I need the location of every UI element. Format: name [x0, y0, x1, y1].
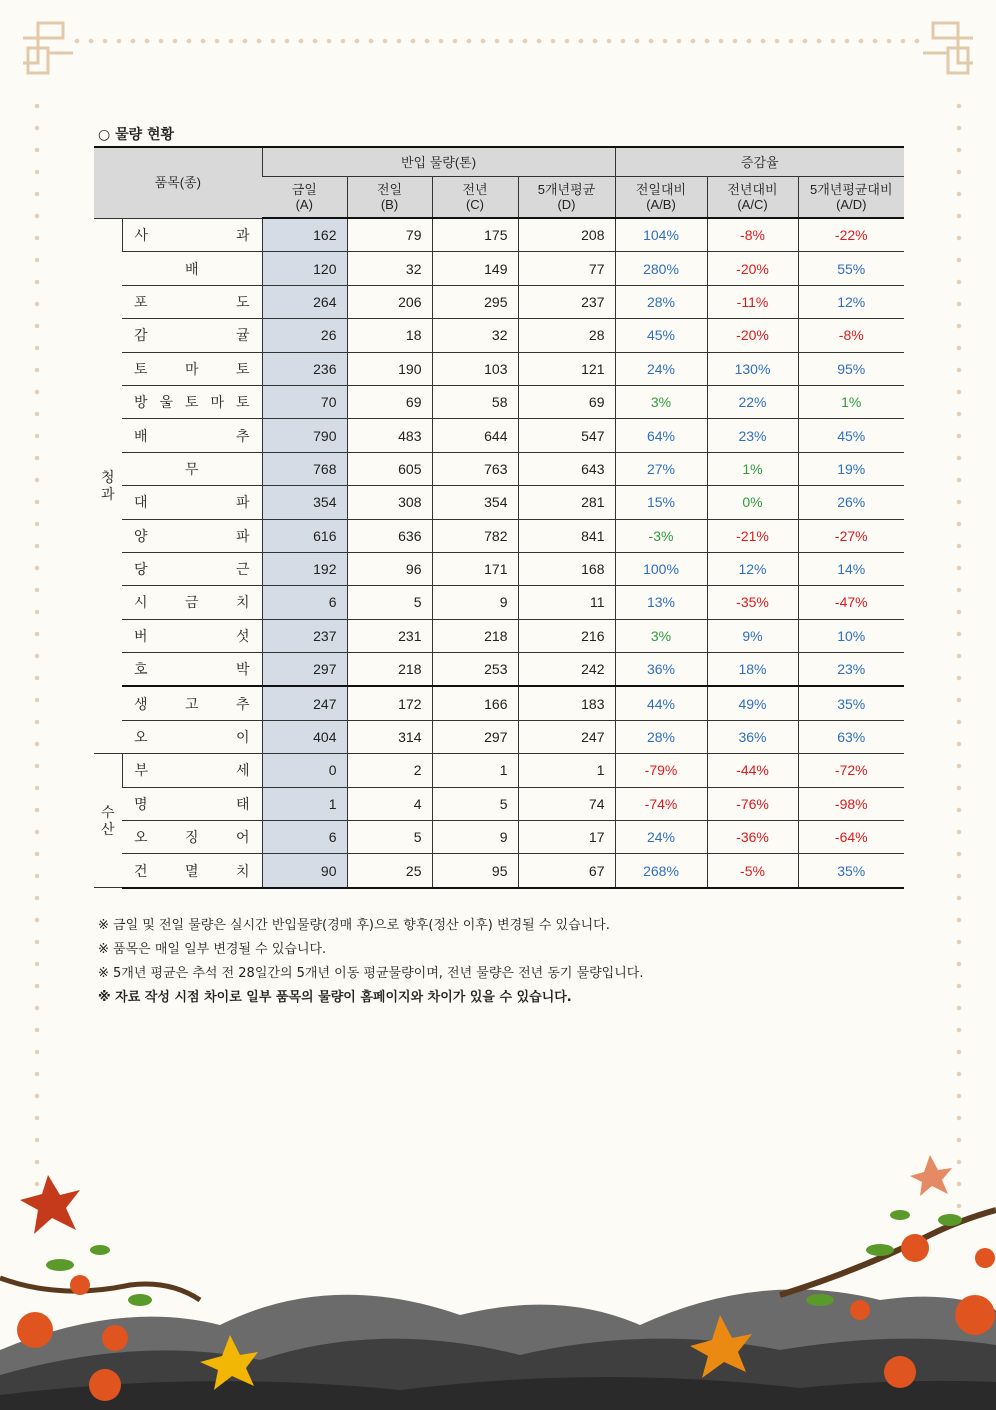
rate-vs-prev-year: -35%	[707, 586, 798, 619]
rate-vs-prev-day: 280%	[615, 252, 707, 285]
prev-day-volume: 32	[347, 252, 432, 285]
five-year-avg-volume: 643	[518, 452, 615, 485]
five-year-avg-volume: 216	[518, 619, 615, 652]
table-row	[94, 619, 904, 652]
rate-vs-prev-year: 18%	[707, 653, 798, 687]
header-item: 품목(종)	[94, 147, 262, 218]
rate-vs-prev-year: 22%	[707, 385, 798, 418]
rate-vs-prev-year: -11%	[707, 285, 798, 318]
column-header	[798, 177, 904, 219]
today-volume: 768	[262, 452, 347, 485]
rate-vs-prev-day: 64%	[615, 419, 707, 452]
rate-vs-five-year-avg: 35%	[798, 854, 904, 888]
prev-year-volume: 354	[432, 486, 518, 519]
table-row	[94, 854, 904, 888]
rate-vs-prev-year: 36%	[707, 720, 798, 753]
item-name: 배 추	[122, 419, 262, 452]
prev-day-volume: 172	[347, 686, 432, 720]
five-year-avg-volume: 69	[518, 385, 615, 418]
column-header-label: 전년대비	[727, 182, 778, 197]
rate-vs-prev-day: 268%	[615, 854, 707, 888]
rate-vs-five-year-avg: 14%	[798, 552, 904, 585]
prev-day-volume: 69	[347, 385, 432, 418]
today-volume: 162	[262, 218, 347, 252]
column-header-label: 전년	[462, 182, 488, 197]
prev-day-volume: 5	[347, 586, 432, 619]
rate-vs-prev-day: 28%	[615, 285, 707, 318]
item-name: 배	[122, 252, 262, 285]
today-volume: 1	[262, 787, 347, 820]
prev-day-volume: 25	[347, 854, 432, 888]
five-year-avg-volume: 11	[518, 586, 615, 619]
note-1: ※ 금일 및 전일 물량은 실시간 반입물량(경매 후)으로 향후(정산 이후) 변경될 수 있습니다.	[98, 918, 610, 933]
prev-year-volume: 763	[432, 452, 518, 485]
rate-vs-five-year-avg: -8%	[798, 319, 904, 352]
section-title: ○ 물량 현황	[98, 127, 175, 143]
volume-table	[94, 146, 904, 889]
column-header-key: (A/B)	[646, 197, 676, 212]
prev-year-volume: 171	[432, 552, 518, 585]
table-row	[94, 452, 904, 485]
rate-vs-prev-day: 3%	[615, 385, 707, 418]
autumn-persimmon-illustration	[0, 1150, 996, 1410]
five-year-avg-volume: 74	[518, 787, 615, 820]
rate-vs-five-year-avg: 55%	[798, 252, 904, 285]
column-header-key: (C)	[465, 197, 485, 212]
rate-vs-five-year-avg: -47%	[798, 586, 904, 619]
item-name: 생 고 추	[122, 686, 262, 720]
table-row	[94, 385, 904, 418]
rate-vs-prev-day: 15%	[615, 486, 707, 519]
prev-year-volume: 644	[432, 419, 518, 452]
column-header	[518, 177, 615, 219]
five-year-avg-volume: 208	[518, 218, 615, 252]
item-name: 버 섯	[122, 619, 262, 652]
rate-vs-prev-year: -20%	[707, 319, 798, 352]
five-year-avg-volume: 242	[518, 653, 615, 687]
prev-day-volume: 96	[347, 552, 432, 585]
table-row	[94, 419, 904, 452]
notes	[98, 914, 644, 1010]
item-name: 방 울 토 마 토	[122, 385, 262, 418]
table-row	[94, 285, 904, 318]
header-rate-group: 증감율	[615, 147, 904, 177]
column-header-key: (A)	[295, 197, 313, 212]
five-year-avg-volume: 17	[518, 821, 615, 854]
item-name: 호 박	[122, 653, 262, 687]
prev-day-volume: 231	[347, 619, 432, 652]
prev-year-volume: 166	[432, 686, 518, 720]
prev-year-volume: 103	[432, 352, 518, 385]
five-year-avg-volume: 237	[518, 285, 615, 318]
column-header	[432, 177, 518, 219]
table-row	[94, 787, 904, 820]
prev-day-volume: 206	[347, 285, 432, 318]
today-volume: 236	[262, 352, 347, 385]
item-name: 사 과	[122, 218, 262, 252]
rate-vs-prev-day: -3%	[615, 519, 707, 552]
frame-dots-left	[34, 95, 40, 1225]
prev-day-volume: 483	[347, 419, 432, 452]
frame-corner-ornament-left	[18, 18, 78, 88]
rate-vs-prev-day: -74%	[615, 787, 707, 820]
table-row	[94, 754, 904, 787]
prev-year-volume: 9	[432, 586, 518, 619]
five-year-avg-volume: 281	[518, 486, 615, 519]
today-volume: 247	[262, 686, 347, 720]
item-name: 무	[122, 452, 262, 485]
rate-vs-prev-day: 24%	[615, 821, 707, 854]
rate-vs-five-year-avg: -72%	[798, 754, 904, 787]
five-year-avg-volume: 183	[518, 686, 615, 720]
column-header-label: 금일	[291, 182, 317, 197]
prev-year-volume: 218	[432, 619, 518, 652]
table-row	[94, 821, 904, 854]
rate-vs-prev-day: 27%	[615, 452, 707, 485]
today-volume: 70	[262, 385, 347, 418]
five-year-avg-volume: 1	[518, 754, 615, 787]
table-row	[94, 653, 904, 687]
item-name: 오 징 어	[122, 821, 262, 854]
rate-vs-prev-year: -44%	[707, 754, 798, 787]
item-name: 양 파	[122, 519, 262, 552]
today-volume: 616	[262, 519, 347, 552]
column-header	[347, 177, 432, 219]
table-row	[94, 552, 904, 585]
rate-vs-five-year-avg: -22%	[798, 218, 904, 252]
today-volume: 192	[262, 552, 347, 585]
prev-year-volume: 95	[432, 854, 518, 888]
rate-vs-five-year-avg: -64%	[798, 821, 904, 854]
five-year-avg-volume: 168	[518, 552, 615, 585]
group-label: 청 과	[94, 218, 122, 754]
rate-vs-prev-day: 100%	[615, 552, 707, 585]
rate-vs-prev-year: 9%	[707, 619, 798, 652]
rate-vs-five-year-avg: 19%	[798, 452, 904, 485]
group-label: 수 산	[94, 754, 122, 888]
table-row	[94, 352, 904, 385]
item-name: 시 금 치	[122, 586, 262, 619]
prev-day-volume: 636	[347, 519, 432, 552]
rate-vs-five-year-avg: -27%	[798, 519, 904, 552]
today-volume: 354	[262, 486, 347, 519]
table-row	[94, 686, 904, 720]
prev-day-volume: 79	[347, 218, 432, 252]
column-header-key: (D)	[557, 197, 576, 212]
today-volume: 297	[262, 653, 347, 687]
today-volume: 264	[262, 285, 347, 318]
table-row	[94, 519, 904, 552]
five-year-avg-volume: 28	[518, 319, 615, 352]
today-volume: 120	[262, 252, 347, 285]
rate-vs-prev-year: 0%	[707, 486, 798, 519]
prev-year-volume: 5	[432, 787, 518, 820]
column-header-label: 전일대비	[635, 182, 687, 197]
rate-vs-prev-day: 104%	[615, 218, 707, 252]
column-header	[707, 177, 798, 219]
item-name: 토 마 토	[122, 352, 262, 385]
five-year-avg-volume: 77	[518, 252, 615, 285]
rate-vs-prev-year: -5%	[707, 854, 798, 888]
note-3: ※ 5개년 평균은 추석 전 28일간의 5개년 이동 평균물량이며, 전년 물량은 전년 동기 물량입니다.	[98, 966, 644, 981]
column-header-label: 5개년평균	[537, 182, 596, 197]
today-volume: 404	[262, 720, 347, 753]
rate-vs-five-year-avg: 95%	[798, 352, 904, 385]
prev-day-volume: 314	[347, 720, 432, 753]
prev-year-volume: 9	[432, 821, 518, 854]
header-volume-group: 반입 물량(톤)	[262, 147, 615, 177]
today-volume: 90	[262, 854, 347, 888]
frame-dots-top	[70, 38, 926, 44]
frame-corner-ornament-right	[918, 18, 978, 88]
column-header-key: (A/C)	[737, 197, 768, 212]
prev-day-volume: 218	[347, 653, 432, 687]
prev-year-volume: 175	[432, 218, 518, 252]
rate-vs-five-year-avg: 10%	[798, 619, 904, 652]
table-row	[94, 319, 904, 352]
prev-year-volume: 58	[432, 385, 518, 418]
today-volume: 26	[262, 319, 347, 352]
five-year-avg-volume: 121	[518, 352, 615, 385]
note-4: ※ 자료 작성 시점 차이로 일부 품목의 물량이 홈페이지와 차이가 있을 수 있습니다.	[98, 990, 572, 1005]
prev-day-volume: 18	[347, 319, 432, 352]
item-name: 당 근	[122, 552, 262, 585]
item-name: 명 태	[122, 787, 262, 820]
table-row	[94, 252, 904, 285]
table-row	[94, 720, 904, 753]
note-2: ※ 품목은 매일 일부 변경될 수 있습니다.	[98, 942, 327, 957]
item-name: 감 귤	[122, 319, 262, 352]
rate-vs-prev-year: -76%	[707, 787, 798, 820]
rate-vs-prev-year: -20%	[707, 252, 798, 285]
rate-vs-prev-year: -8%	[707, 218, 798, 252]
prev-day-volume: 2	[347, 754, 432, 787]
column-header-key: (A/D)	[836, 197, 867, 212]
rate-vs-five-year-avg: 35%	[798, 686, 904, 720]
column-header	[615, 177, 707, 219]
five-year-avg-volume: 547	[518, 419, 615, 452]
prev-year-volume: 1	[432, 754, 518, 787]
rate-vs-five-year-avg: 1%	[798, 385, 904, 418]
rate-vs-prev-year: 23%	[707, 419, 798, 452]
today-volume: 6	[262, 821, 347, 854]
prev-day-volume: 4	[347, 787, 432, 820]
frame-dots-right	[956, 95, 962, 1225]
column-header-label: 5개년평균대비	[809, 182, 893, 197]
rate-vs-prev-year: 49%	[707, 686, 798, 720]
column-header-key: (B)	[380, 197, 399, 212]
five-year-avg-volume: 67	[518, 854, 615, 888]
rate-vs-prev-day: 44%	[615, 686, 707, 720]
table-row	[94, 218, 904, 252]
five-year-avg-volume: 841	[518, 519, 615, 552]
rate-vs-five-year-avg: 26%	[798, 486, 904, 519]
rate-vs-five-year-avg: 45%	[798, 419, 904, 452]
prev-year-volume: 149	[432, 252, 518, 285]
rate-vs-prev-year: -21%	[707, 519, 798, 552]
rate-vs-prev-year: -36%	[707, 821, 798, 854]
five-year-avg-volume: 247	[518, 720, 615, 753]
column-header	[262, 177, 347, 219]
today-volume: 0	[262, 754, 347, 787]
rate-vs-five-year-avg: 23%	[798, 653, 904, 687]
prev-year-volume: 297	[432, 720, 518, 753]
prev-day-volume: 605	[347, 452, 432, 485]
rate-vs-prev-day: 36%	[615, 653, 707, 687]
rate-vs-prev-day: 24%	[615, 352, 707, 385]
rate-vs-prev-day: 28%	[615, 720, 707, 753]
item-name: 포 도	[122, 285, 262, 318]
today-volume: 6	[262, 586, 347, 619]
today-volume: 237	[262, 619, 347, 652]
item-name: 오 이	[122, 720, 262, 753]
table-row	[94, 486, 904, 519]
prev-year-volume: 32	[432, 319, 518, 352]
prev-year-volume: 782	[432, 519, 518, 552]
prev-year-volume: 253	[432, 653, 518, 687]
today-volume: 790	[262, 419, 347, 452]
rate-vs-prev-day: 3%	[615, 619, 707, 652]
table-row	[94, 586, 904, 619]
rate-vs-prev-day: 45%	[615, 319, 707, 352]
rate-vs-prev-year: 130%	[707, 352, 798, 385]
rate-vs-five-year-avg: -98%	[798, 787, 904, 820]
rate-vs-prev-day: -79%	[615, 754, 707, 787]
prev-year-volume: 295	[432, 285, 518, 318]
rate-vs-prev-year: 1%	[707, 452, 798, 485]
prev-day-volume: 308	[347, 486, 432, 519]
rate-vs-five-year-avg: 63%	[798, 720, 904, 753]
rate-vs-prev-year: 12%	[707, 552, 798, 585]
column-header-label: 전일	[376, 182, 403, 197]
item-name: 대 파	[122, 486, 262, 519]
prev-day-volume: 190	[347, 352, 432, 385]
rate-vs-prev-day: 13%	[615, 586, 707, 619]
prev-day-volume: 5	[347, 821, 432, 854]
rate-vs-five-year-avg: 12%	[798, 285, 904, 318]
item-name: 부 세	[122, 754, 262, 787]
item-name: 건 멸 치	[122, 854, 262, 888]
